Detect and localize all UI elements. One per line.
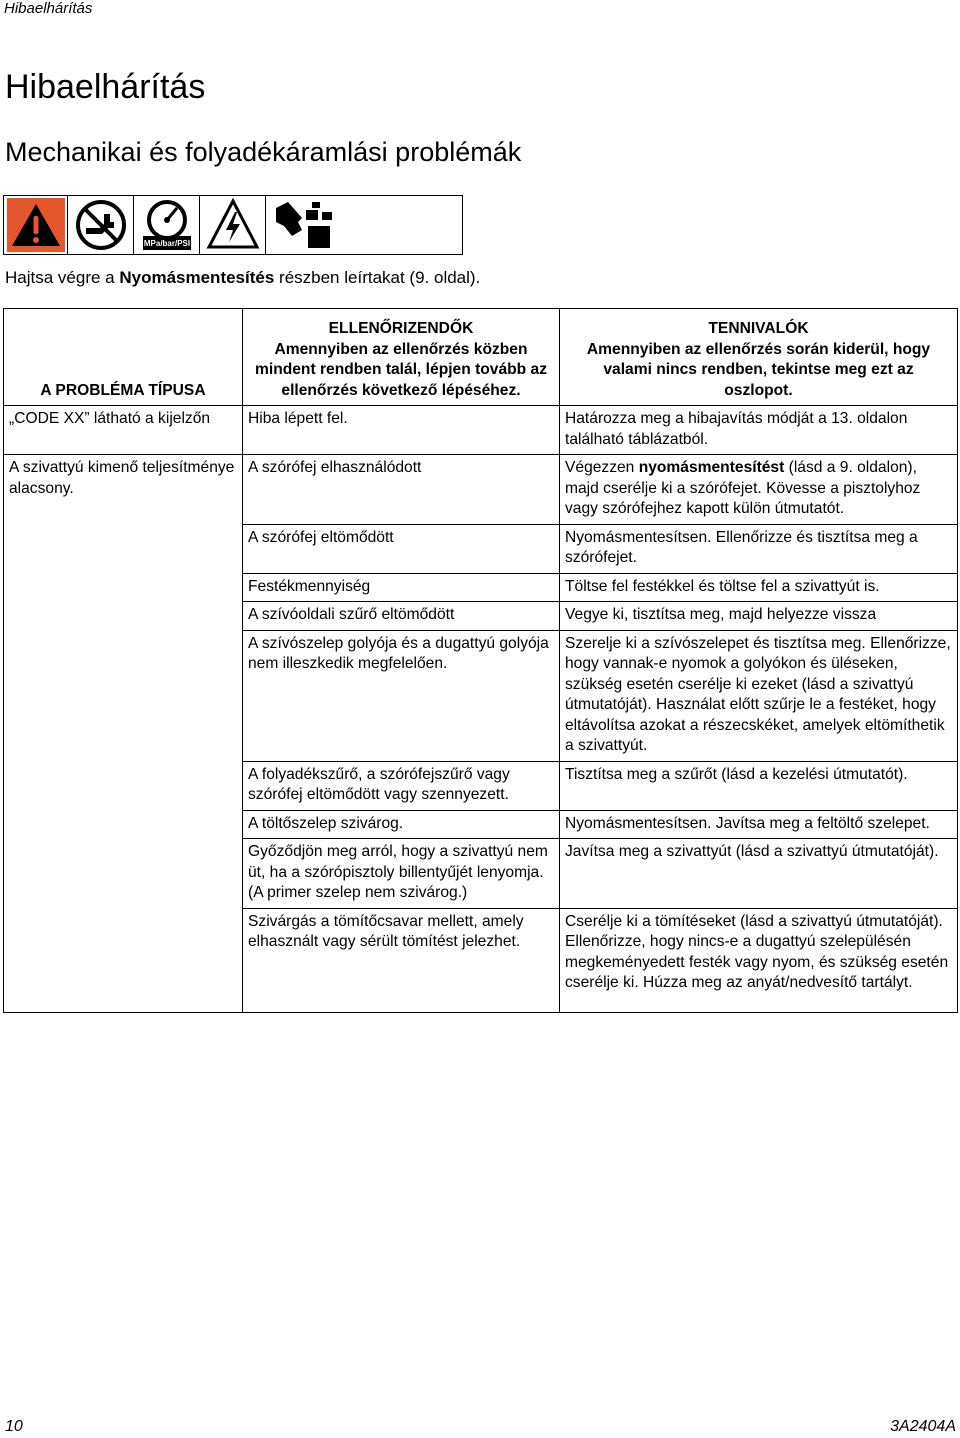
page-title: Hibaelhárítás <box>5 68 206 106</box>
check-cell: Szivárgás a tömítőcsavar mellett, amely elhasznált vagy sérült tömítést jelezhet. <box>243 908 560 1012</box>
check-cell: Festékmennyiség <box>243 573 560 602</box>
action-cell: Határozza meg a hibajavítás módját a 13. oldalon található táblázatból. <box>560 406 958 455</box>
action-cell: Javítsa meg a szivattyút (lásd a szivattyú útmutatóját). <box>560 839 958 909</box>
table-row <box>4 455 958 525</box>
warning-icon <box>4 196 68 254</box>
action-cell: Cserélje ki a tömítéseket (lásd a szivattyú útmutatóját). Ellenőrizze, hogy nincs-e a dugattyú szelepülésén megkeményedett festék vagy nyom, és szükség esetén cserélje ki. Húzza meg az anyát/nedvesítő tartályt. <box>560 908 958 1012</box>
action-cell: Töltse fel festékkel és töltse fel a szivattyút is. <box>560 573 958 602</box>
troubleshooting-table <box>3 308 958 1013</box>
no-hand-spray-icon <box>68 196 134 254</box>
table-header-row <box>4 309 958 406</box>
check-cell: A folyadékszűrő, a szórófejszűrő vagy szórófej eltömődött vagy szennyezett. <box>243 761 560 810</box>
problem-cell: A szivattyú kimenő teljesítménye alacsony. <box>4 455 243 1013</box>
header-action: TENNIVALÓK Amennyiben az ellenőrzés során kiderül, hogy valami nincs rendben, tekintse meg ezt az oszlopot. <box>560 309 958 406</box>
action-cell: Szerelje ki a szívószelepet és tisztítsa meg. Ellenőrizze, hogy vannak-e nyomok a golyókon és üléseken, szükség esetén cserélje ki ezeket (lásd a szivattyú útmutatóját). Használat előtt szűrje le a festéket, hogy eltávolítsa azokat a részecskéket, amelyek eltömíthetik a szivattyút. <box>560 630 958 761</box>
section-subtitle: Mechanikai és folyadékáramlási problémák <box>5 137 522 167</box>
warning-icons-strip <box>3 195 463 255</box>
check-cell: Győződjön meg arról, hogy a szivattyú nem üt, ha a szórópisztoly billentyűjét lenyomja. (A primer szelep nem szivárog.) <box>243 839 560 909</box>
action-cell: Végezzen nyomásmentesítést (lásd a 9. oldalon), majd cserélje ki a szórófejet. Kövesse a pisztolyhoz vagy szórófejhez kapott külön útmutatót. <box>560 455 958 525</box>
action-cell: Nyomásmentesítsen. Javítsa meg a feltöltő szelepet. <box>560 810 958 839</box>
moving-parts-icon <box>266 196 462 254</box>
electric-shock-icon <box>200 196 266 254</box>
header-problem-type: A PROBLÉMA TÍPUSA <box>4 309 243 406</box>
check-cell: A szórófej eltömődött <box>243 524 560 573</box>
action-cell: Nyomásmentesítsen. Ellenőrizze és tisztítsa meg a szórófejet. <box>560 524 958 573</box>
pressure-icon-label: MPa/bar/PSI <box>143 239 190 248</box>
check-cell: A szórófej elhasználódott <box>243 455 560 525</box>
running-header: Hibaelhárítás <box>4 0 93 17</box>
pressure-gauge-icon <box>134 196 200 254</box>
action-cell: Tisztítsa meg a szűrőt (lásd a kezelési útmutatót). <box>560 761 958 810</box>
check-cell: Hiba lépett fel. <box>243 406 560 455</box>
header-check: ELLENŐRIZENDŐK Amennyiben az ellenőrzés közben mindent rendben talál, lépjen tovább az ellenőrzés következő lépéséhez. <box>243 309 560 406</box>
check-cell: A töltőszelep szivárog. <box>243 810 560 839</box>
table-row <box>4 406 958 455</box>
document-code: 3A2404A <box>890 1418 956 1435</box>
page-number: 10 <box>5 1418 23 1435</box>
intro-text: Hajtsa végre a Nyomásmentesítés részben leírtakat (9. oldal). <box>5 268 481 287</box>
check-cell: A szívóoldali szűrő eltömődött <box>243 602 560 631</box>
problem-cell: „CODE XX” látható a kijelzőn <box>4 406 243 455</box>
check-cell: A szívószelep golyója és a dugattyú golyója nem illeszkedik megfelelően. <box>243 630 560 761</box>
action-cell: Vegye ki, tisztítsa meg, majd helyezze vissza <box>560 602 958 631</box>
